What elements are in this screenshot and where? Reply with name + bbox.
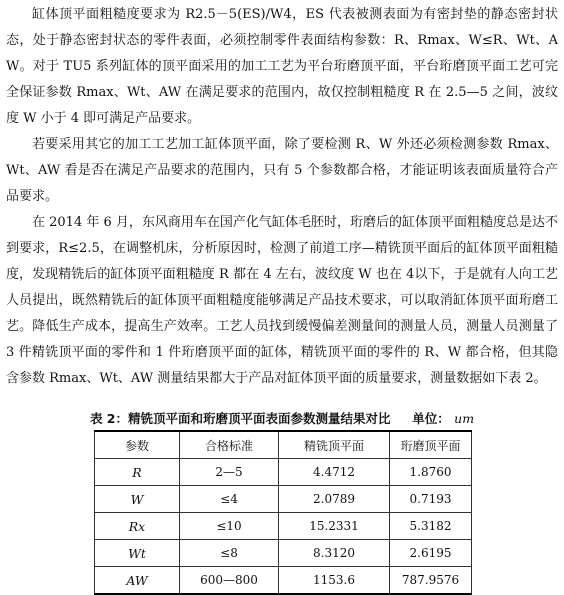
cell-honed: 1.8760 — [390, 459, 472, 486]
cell-milled: 2.0789 — [279, 486, 390, 513]
cell-param: W — [95, 486, 180, 513]
table-row — [95, 459, 472, 486]
cell-standard: ≤8 — [180, 540, 279, 567]
cell-honed: 2.6195 — [390, 540, 472, 567]
paragraph-3: 在 2014 年 6 月，东风商用车在国产化气缸体毛胚时，珩磨后的缸体顶平面粗糙度总是达不到要求，R≤2.5，在调整机床，分析原因时，检测了前道工序—精铣顶平面后的缸体顶平面粗糙度，发现精铣后的缸体顶平面粗糙度 R 都在 4 左右，波纹度 W 也在 4以下，于是就有人向工艺人员提出，既然精铣后的缸体顶平面粗糙度能够满足产品技术要求，可以取消缸体顶平面珩磨工艺。降低生产成本，提高生产效率。工艺人员找到缓慢偏差测量间的测量人员，测量人员测量了 3 件精铣顶平面的零件和 1 件珩磨顶平面的缸体，精铣顶平面的零件的 R、W 都合格，但其隐含参数 Rmax、Wt、AW 测量结果都大于产品对缸体顶平面的质量要求，测量数据如下表 2。 — [6, 215, 558, 386]
table-header-row — [95, 431, 472, 459]
header-standard: 合格标准 — [180, 431, 279, 459]
table-row — [95, 513, 472, 540]
cell-standard: ≤10 — [180, 513, 279, 540]
cell-honed: 5.3182 — [390, 513, 472, 540]
cell-honed: 0.7193 — [390, 486, 472, 513]
cell-milled: 8.3120 — [279, 540, 390, 567]
cell-milled: 4.4712 — [279, 459, 390, 486]
table-row — [95, 486, 472, 513]
table-row — [95, 567, 472, 595]
header-honed: 珩磨顶平面 — [390, 431, 472, 459]
cell-milled: 15.2331 — [279, 513, 390, 540]
measurement-table — [94, 430, 472, 595]
table-row — [95, 540, 472, 567]
cell-param: Rx — [95, 513, 180, 540]
header-milled: 精铣顶平面 — [279, 431, 390, 459]
paragraph-1: 缸体顶平面粗糙度要求为 R2.5－5(ES)/W4，ES 代表被测表面为有密封垫的静态密封状态，处于静态密封状态的零件表面，必须控制零件表面结构参数：R、Rmax、W≤R、Wt、AW。对于 TU5 系列缸体的顶平面采用的加工工艺为平台珩磨顶平面，平台珩磨顶平面工艺可完全保证参数 Rmax、Wt、AW 在满足要求的范围内，故仅控制粗糙度 R 在 2.5—5 之间，波纹度 W 小于 4 即可满足产品要求。 — [6, 7, 558, 126]
header-param: 参数 — [95, 431, 180, 459]
table-unit: um — [454, 411, 475, 426]
table-caption-text: 表 2：精铣顶平面和珩磨顶平面表面参数测量结果对比 — [89, 411, 391, 426]
cell-honed: 787.9576 — [390, 567, 472, 595]
cell-standard: ≤4 — [180, 486, 279, 513]
cell-param: R — [95, 459, 180, 486]
table-unit-label: 单位： — [412, 411, 450, 426]
table-caption — [0, 409, 564, 427]
cell-standard: 600—800 — [180, 567, 279, 595]
cell-standard: 2—5 — [180, 459, 279, 486]
paragraph-2: 若要采用其它的加工工艺加工缸体顶平面，除了要检测 R、W 外还必须检测参数 Rmax、Wt、AW 看是否在满足产品要求的范围内，只有 5 个参数都合格，才能证明该表面质量符合产品要求。 — [6, 137, 558, 204]
cell-milled: 1153.6 — [279, 567, 390, 595]
cell-param: AW — [95, 567, 180, 595]
cell-param: Wt — [95, 540, 180, 567]
